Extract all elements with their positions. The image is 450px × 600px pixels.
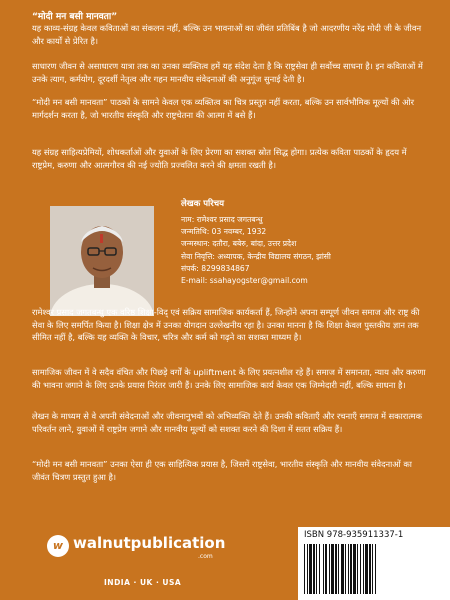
author-photo bbox=[50, 206, 154, 316]
author-email: E-mail: ssahayogster@gmail.com bbox=[181, 276, 308, 286]
isbn-number: ISBN 978-935911337-1 bbox=[304, 530, 404, 540]
author-heading: लेखक परिचय bbox=[181, 199, 225, 209]
publisher-domain: .com bbox=[198, 553, 213, 560]
author-bio-paragraph: रामेश्वर प्रसाद जगतबन्धु एक वरिष्ठ शिक्षा-विद् एवं सक्रिय सामाजिक कार्यकर्ता हैं, जिन्होंने अपना सम्पूर्ण जीवन समाज और राष्ट्र की सेवा के लिए समर्पित किया है। शिक्षा क्षेत्र में उनका योगदान उल्लेखनीय रहा है। उनका मानना है कि शिक्षा केवल पुस्तकीय ज्ञान तक सीमित नहीं है, बल्कि यह व्यक्ति के विचार, चरित्र और कर्म को गढ़ने का सशक्त माध्यम है। bbox=[32, 307, 420, 343]
book-summary-paragraph: “मोदी मन बसी मानवता” पाठकों के सामने केवल एक व्यक्तित्व का चित्र प्रस्तुत नहीं करता, बल्कि उन सार्वभौमिक मूल्यों की ओर मार्गदर्शन करता है, जो भारतीय संस्कृति और राष्ट्रचेतना की आत्मा में बसे हैं। bbox=[32, 97, 415, 120]
publisher-name: walnutpublication bbox=[73, 534, 226, 552]
closing-paragraph: “मोदी मन बसी मानवता” उनका ऐसा ही एक साहित्यिक प्रयास है, जिसमें राष्ट्रसेवा, भारतीय संस्कृति और मानवीय संवेदनाओं का जीवंत चित्रण प्रस्तुत हुआ है। bbox=[32, 459, 412, 482]
author-name: नाम: रामेश्वर प्रसाद जगतबन्धु bbox=[181, 215, 263, 224]
barcode-icon bbox=[304, 544, 444, 594]
author-birthplace: जन्मस्थान: दतौरा, बबेरु, बांदा, उत्तर प्रदेश bbox=[181, 239, 297, 249]
isbn-block bbox=[298, 527, 450, 600]
author-portrait-icon bbox=[50, 206, 154, 316]
social-work-paragraph: सामाजिक जीवन में वे सदैव वंचित और पिछड़े वर्गों के upliftment के लिए प्रयत्नशील रहे हैं। समाज में समानता, न्याय और करुणा की भावना जगाने के लिए उनके प्रयास निरंतर जारी हैं। उनके लिए सामाजिक कार्य केवल एक जिम्मेदारी नहीं, बल्कि साधना है। bbox=[32, 367, 426, 390]
publisher-logo-icon: w bbox=[47, 535, 69, 557]
inspiration-paragraph: यह संग्रह साहित्यप्रेमियों, शोधकर्ताओं और युवाओं के लिए प्रेरणा का सशक्त स्रोत सिद्ध होगा। प्रत्येक कविता पाठकों के हृदय में राष्ट्रप्रेम, करुणा और आत्मगौरव की नई ज्योति प्रज्वलित करने की क्षमता रखती है। bbox=[32, 147, 407, 170]
author-contact: संपर्क: 8299834867 bbox=[181, 263, 250, 273]
author-details bbox=[181, 214, 331, 287]
publisher-countries: INDIA · UK · USA bbox=[104, 578, 182, 587]
life-journey-paragraph: साधारण जीवन से असाधारण यात्रा तक का उनका व्यक्तित्व हमें यह संदेश देता है कि राष्ट्रसेवा ही सर्वोच्च साधना है। इन कविताओं में उनके त्याग, कर्मयोग, दूरदर्शी नेतृत्व और गहन मानवीय संवेदनाओं की अनुगूंज सुनाई देती है। bbox=[32, 61, 423, 84]
author-retirement: सेवा निवृत्ति: अध्यापक, केन्द्रीय विद्यालय संगठन, झांसी bbox=[181, 251, 331, 261]
writing-paragraph: लेखन के माध्यम से वे अपनी संवेदनाओं और जीवनानुभवों को अभिव्यक्ति देते हैं। उनकी कविताएँ और रचनाएँ समाज में सकारात्मक परिवर्तन लाने, युवाओं में राष्ट्रप्रेम जगाने और मानवीय मूल्यों को सशक्त करने की दिशा में सतत सक्रिय हैं। bbox=[32, 411, 422, 434]
intro-paragraph: यह काव्य-संग्रह केवल कविताओं का संकलन नहीं, बल्कि उन भावनाओं का जीवंत प्रतिबिंब है जो आदरणीय नरेंद्र मोदी जी के जीवन और कार्यों से प्रेरित है। bbox=[32, 23, 422, 46]
book-title-quote: “मोदी मन बसी मानवता” bbox=[32, 12, 118, 22]
author-dob: जन्मतिथि: 03 नवम्बर, 1932 bbox=[181, 227, 267, 237]
